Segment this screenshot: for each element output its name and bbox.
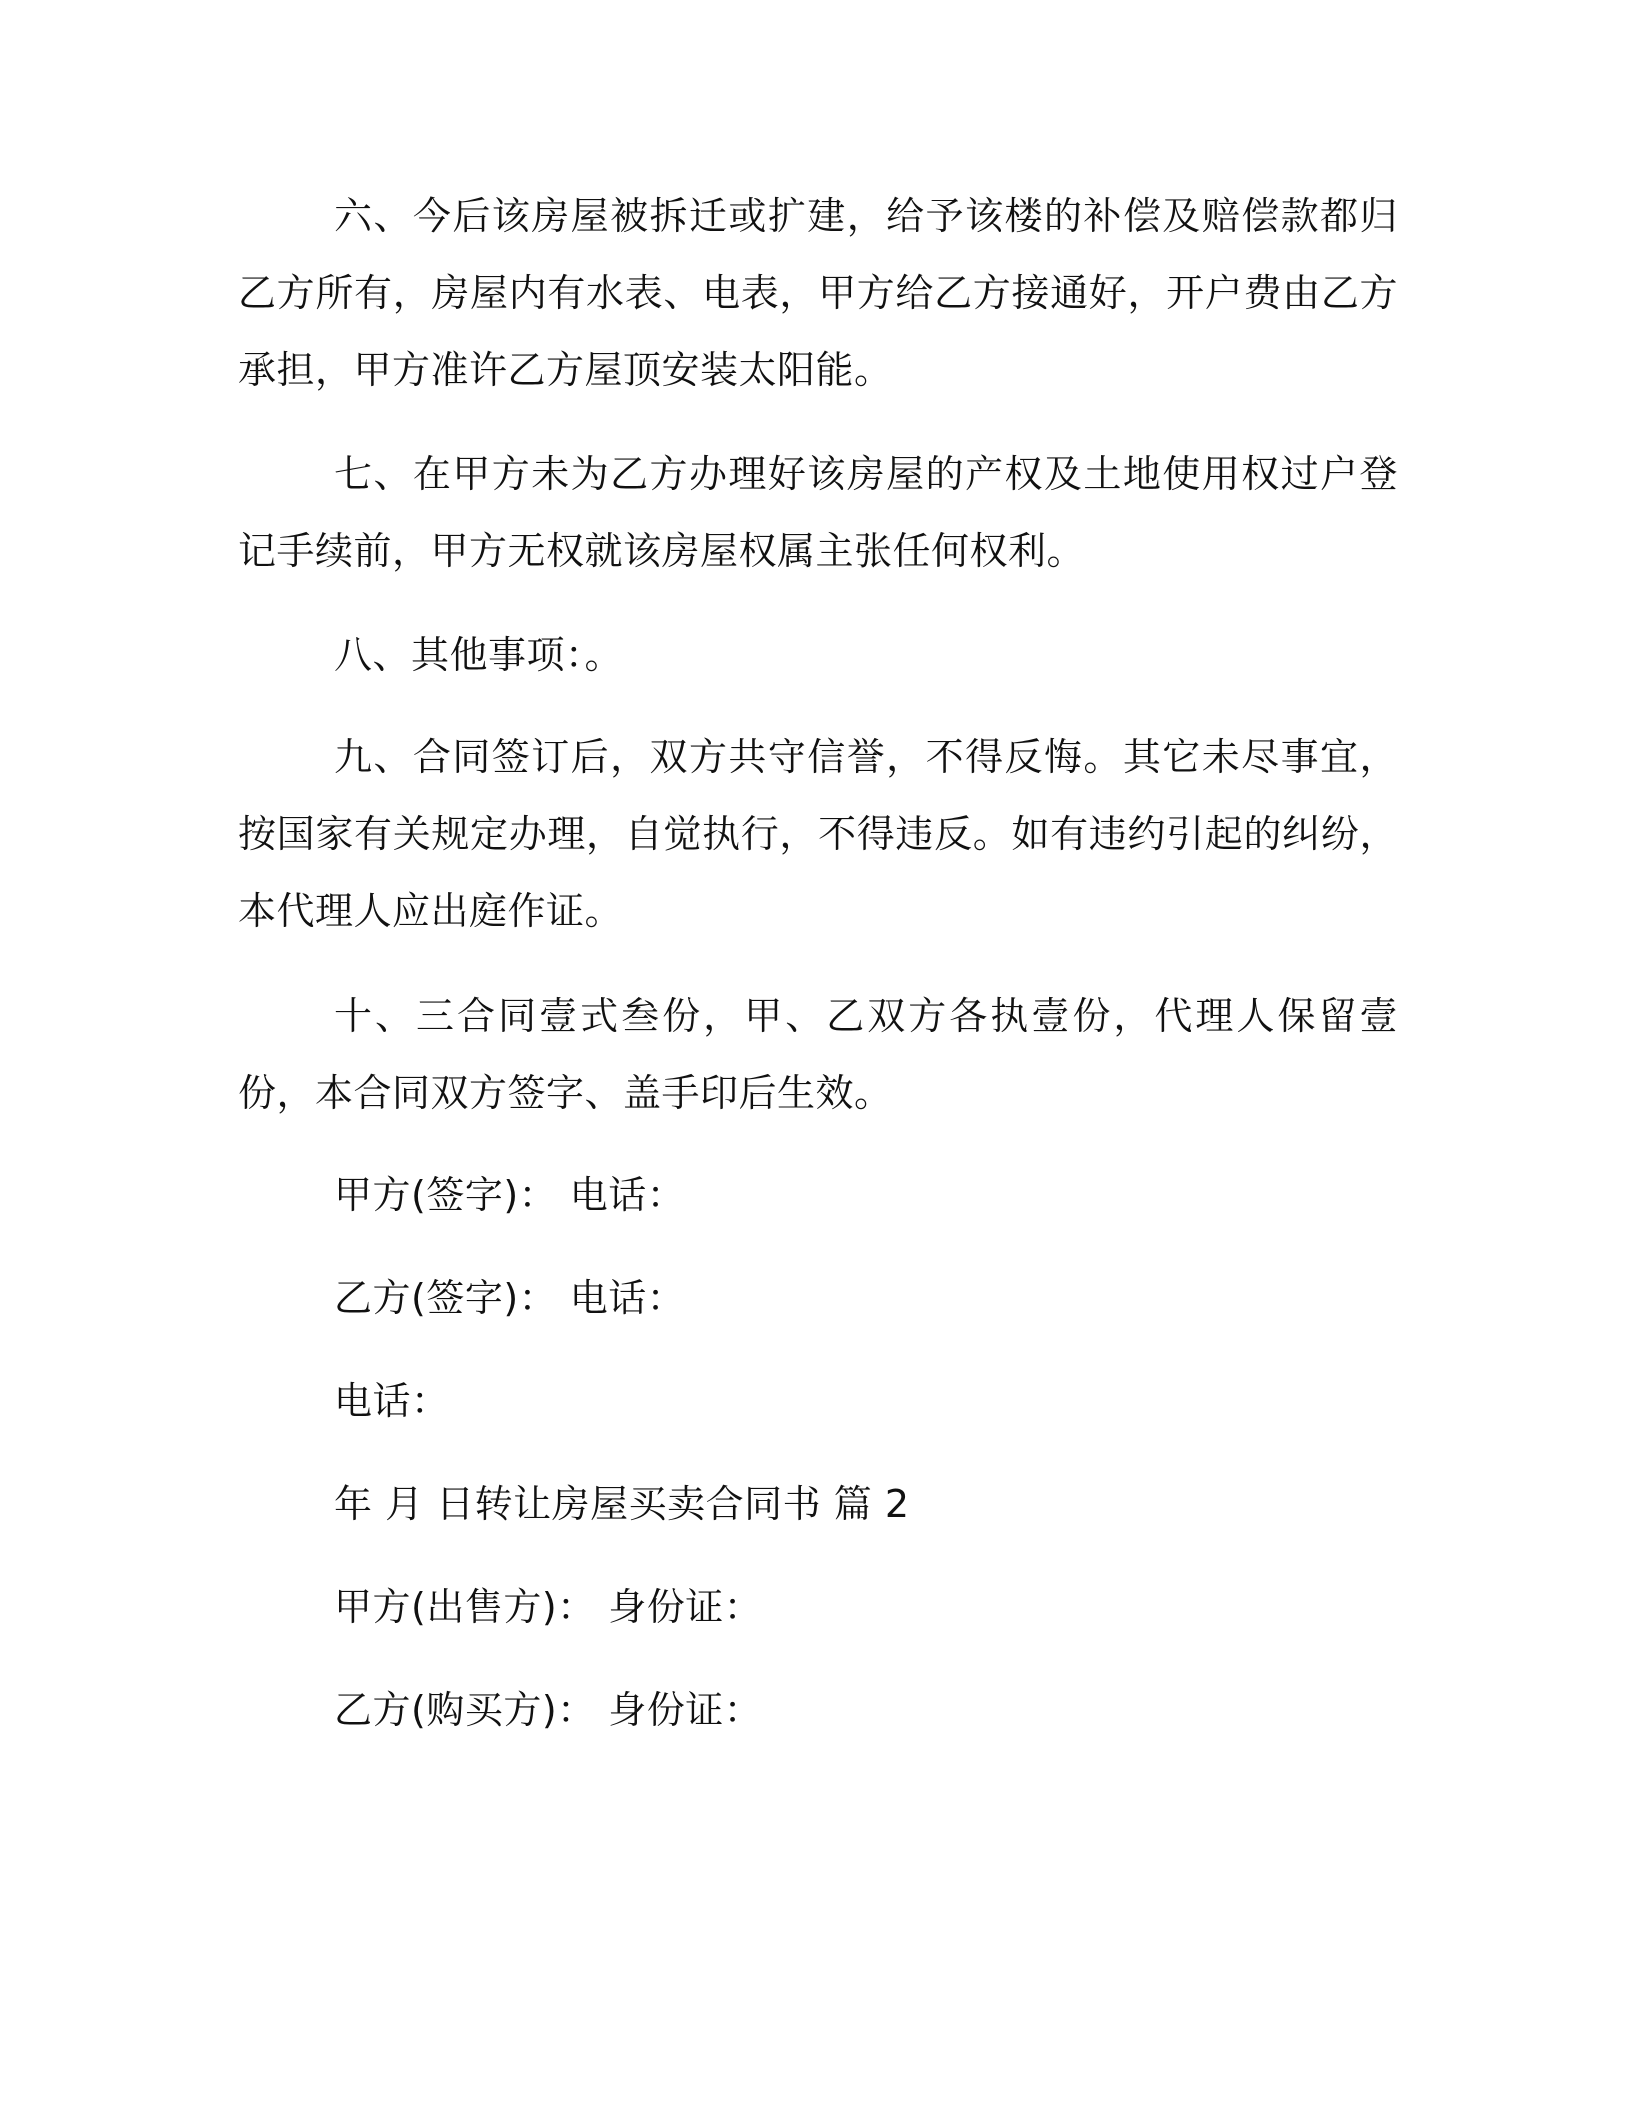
clause-eight-paragraph: 八、其他事项：。 bbox=[334, 633, 624, 677]
clause-seven-paragraph: 七、在甲方未为乙方办理好该房屋的产权及土地使用权过户登记手续前，甲方无权就该房屋权属主张任何权利。 bbox=[238, 452, 1398, 573]
date-and-section-title-line: 年 月 日转让房屋买卖合同书 篇 2 bbox=[334, 1482, 910, 1526]
clause-six-paragraph: 六、今后该房屋被拆迁或扩建，给予该楼的补偿及赔偿款都归乙方所有，房屋内有水表、电表，甲方给乙方接通好，开户费由乙方承担，甲方准许乙方屋顶安装太阳能。 bbox=[238, 194, 1398, 392]
buyer-id-line: 乙方(购买方)： 身份证： bbox=[334, 1688, 763, 1732]
seller-id-line: 甲方(出售方)： 身份证： bbox=[334, 1585, 763, 1629]
clause-ten-paragraph: 十、三合同壹式叁份，甲、乙双方各执壹份，代理人保留壹份，本合同双方签字、盖手印后生效。 bbox=[238, 994, 1398, 1115]
party-b-signature-line: 乙方(签字)： 电话： bbox=[334, 1276, 686, 1320]
party-a-signature-line: 甲方(签字)： 电话： bbox=[334, 1173, 686, 1217]
phone-line: 电话： bbox=[334, 1379, 450, 1423]
clause-nine-paragraph: 九、合同签订后，双方共守信誉，不得反悔。其它未尽事宜，按国家有关规定办理，自觉执行，不得违反。如有违约引起的纠纷，本代理人应出庭作证。 bbox=[238, 735, 1398, 933]
